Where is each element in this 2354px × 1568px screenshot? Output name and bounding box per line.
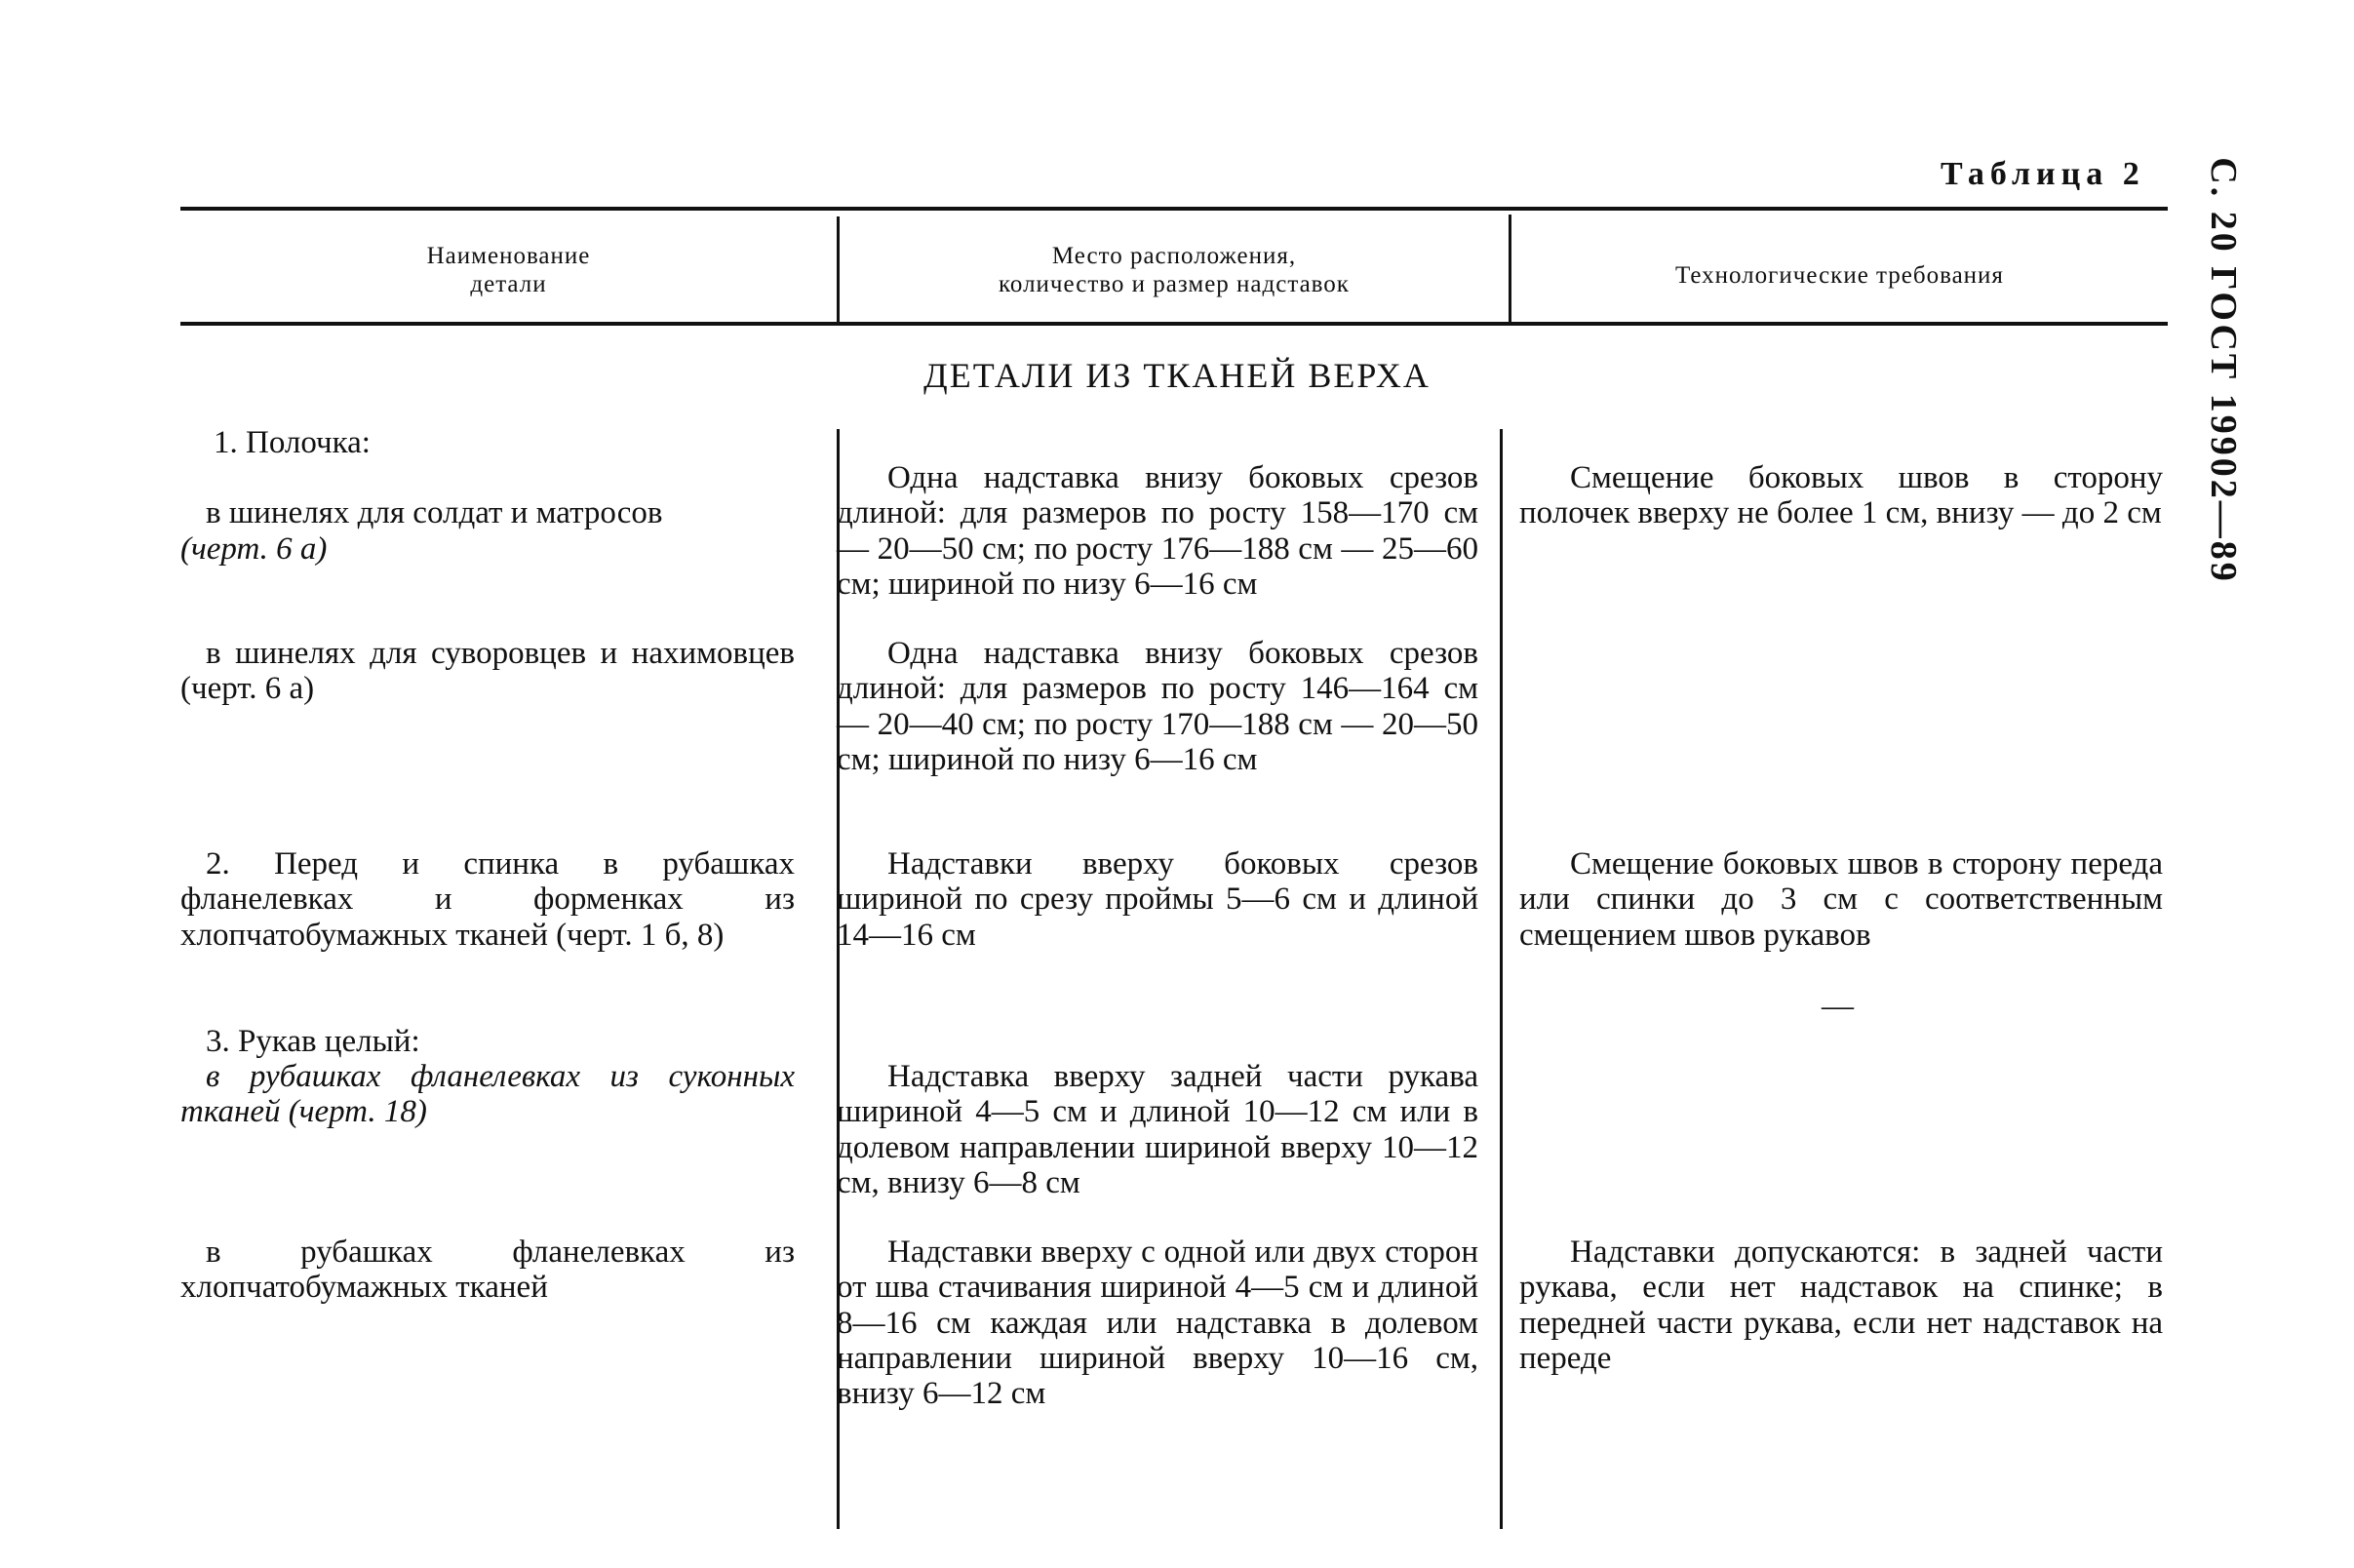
header-technological-requirements: Технологические требования <box>1675 262 2004 289</box>
row2-requirements: Смещение боковых швов в сторону переда или спинки до 3 см с соответственным смещением швов рукавов <box>1519 846 2163 953</box>
header-bottom-rule <box>180 322 2168 326</box>
row1-name <box>180 460 795 567</box>
section-title: ДЕТАЛИ ИЗ ТКАНЕЙ ВЕРХА <box>923 356 1431 395</box>
row2-name: 2. Перед и спинка в рубашках фланелевках и форменках из хлопчатобумажных тканей (черт. 1 б, 8) <box>180 846 795 953</box>
row3-name: в рубашках фланелевках из суконных тканей (черт. 18) <box>180 1059 795 1130</box>
row1-requirements: Смещение боковых швов в сторону полочек вверху не более 1 см, внизу — до 2 см <box>1519 460 2163 531</box>
row1b-place: Одна надставка внизу боковых срезов длиной: для размеров по росту 146—164 см — 20—40 см; по росту 170—188 см — 20—50 см; шириной по низу 6—16 см <box>837 636 1478 777</box>
header-location-size: Место расположения, количество и размер надставок <box>999 243 1350 297</box>
row3-requirements-dash: — <box>1822 989 1854 1024</box>
header-name-of-part: Наименование детали <box>426 243 591 297</box>
row3-place: Надставка вверху задней части рукава шириной 4—5 см и длиной 10—12 см или в долевом направлении шириной вверху 10—12 см, внизу 6—8 см <box>837 1059 1478 1200</box>
row1-name-text: в шинелях для солдат и матросов <box>206 495 663 531</box>
row1-place: Одна надставка внизу боковых срезов длиной: для размеров по росту 158—170 см — 20—50 см; по росту 176—188 см — 25—60 см; шириной по низу 6—16 см <box>837 460 1478 602</box>
row1-name-head: 1. Полочка: <box>214 425 371 460</box>
row3b-place: Надставки вверху с одной или двух сторон от шва стачивания шириной 4—5 см и длиной 8—16 см каждая или надставка в долевом направлении шириной вверху 10—16 см, внизу 6—12 см <box>837 1235 1478 1412</box>
row2-place: Надставки вверху боковых срезов шириной по срезу проймы 5—6 см и длиной 14—16 см <box>837 846 1478 953</box>
table-title: Таблица 2 <box>1941 156 2145 192</box>
row1b-name: в шинелях для суворовцев и нахимовцев (черт. 6 а) <box>180 636 795 707</box>
header-top-rule <box>180 207 2168 211</box>
body-divider-2 <box>1500 429 1503 1529</box>
row3b-requirements: Надставки допускаются: в задней части рукава, если нет надставок на спинке; в передней части рукава, если нет надставок на переде <box>1519 1235 2163 1376</box>
row1-name-ref: (черт. 6 а) <box>180 530 328 567</box>
row3b-name: в рубашках фланелевках из хлопчатобумажных тканей <box>180 1235 795 1306</box>
row3-name-head: 3. Рукав целый: <box>206 1024 420 1059</box>
page-side-label: С. 20 ГОСТ 19902—89 <box>2203 157 2244 584</box>
